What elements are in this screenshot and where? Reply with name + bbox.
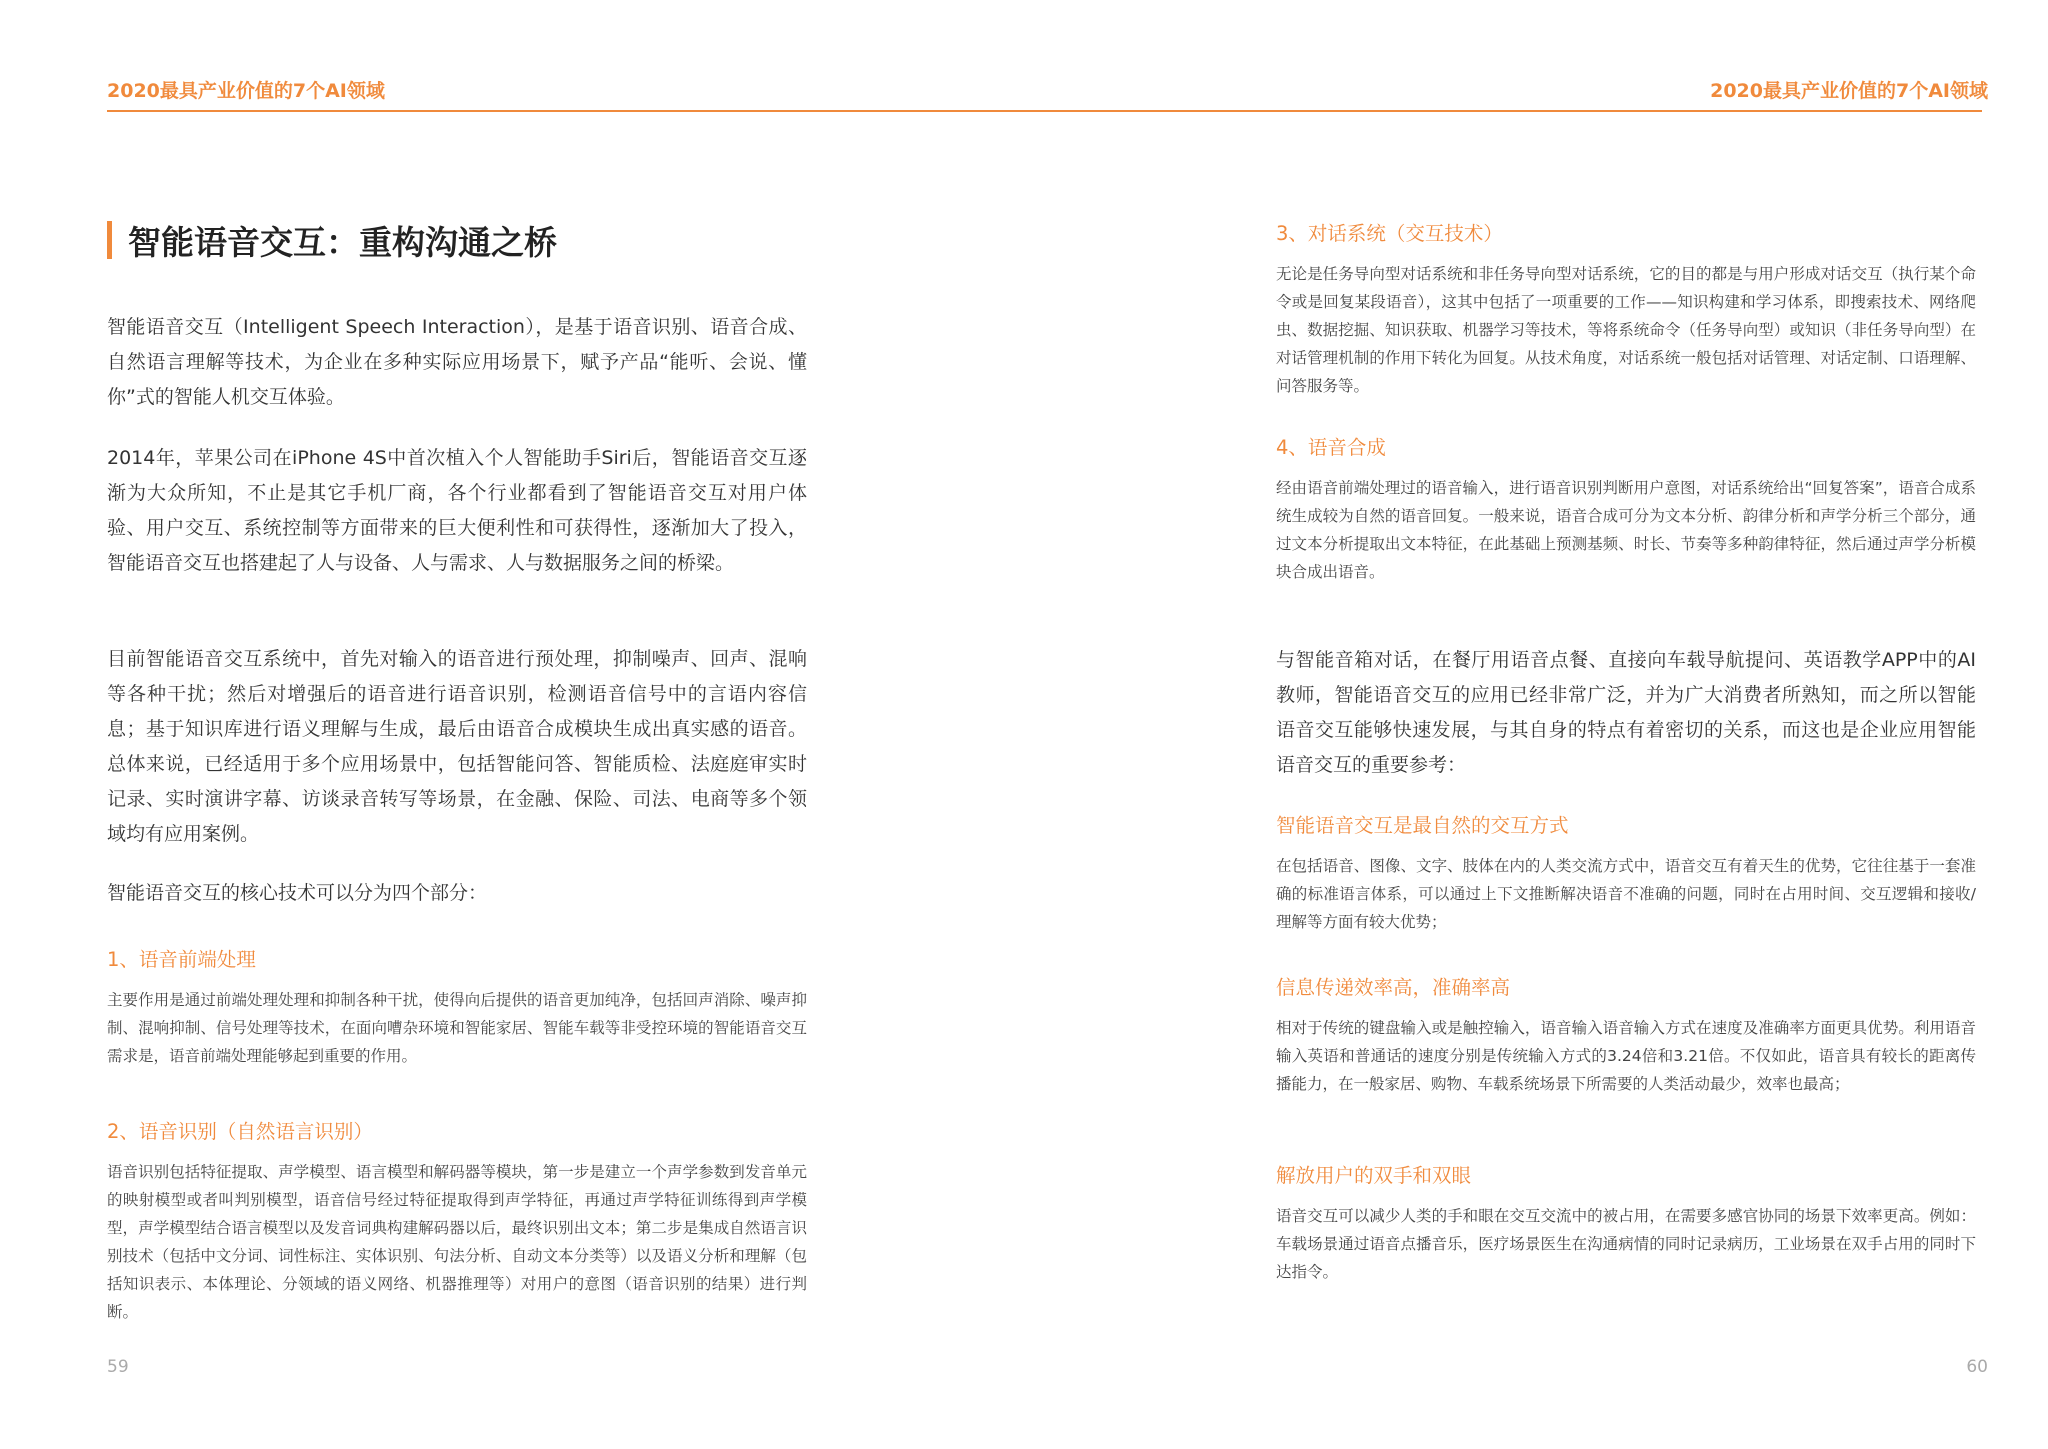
section-body: 经由语音前端处理过的语音输入，进行语音识别判断用户意图，对话系统给出“回复答案”，语音合成系统生成较为自然的语音回复。一般来说，语音合成可分为文本分析、韵律分析和声学分析三个部分，通过文本分析提取出文本特征，在此基础上预测基频、时长、节奏等多种韵律特征，然后通过声学分析模块合成出语音。 [1276, 479, 1976, 581]
paragraph-system [107, 642, 807, 852]
running-header-left: 2020最具产业价值的7个AI领域 [107, 80, 385, 102]
right-page [1024, 0, 2048, 1449]
section-body: 语音交互可以减少人类的手和眼在交互交流中的被占用，在需要多感官协同的场景下效率更高。例如：车载场景通过语音点播音乐，医疗场景医生在沟通病情的同时记录病历，工业场景在双手占用的同时下达指令。 [1276, 1207, 1976, 1281]
sub-heading: 智能语音交互是最自然的交互方式 [1276, 814, 1569, 837]
paragraph: 目前智能语音交互系统中，首先对输入的语音进行预处理，抑制噪声、回声、混响等各种干扰；然后对增强后的语音进行语音识别，检测语音信号中的言语内容信息；基于知识库进行语义理解与生成，最后由语音合成模块生成出真实感的语音。总体来说，已经适用于多个应用场景中，包括智能问答、智能质检、法庭庭审实时记录、实时演讲字幕、访谈录音转写等场景，在金融、保险、司法、电商等多个领域均有应用案例。 [107, 648, 807, 845]
section-speech-synthesis [1276, 432, 1976, 586]
section-efficiency [1276, 972, 1976, 1098]
sub-heading: 信息传递效率高，准确率高 [1276, 976, 1511, 999]
sub-heading: 1、语音前端处理 [107, 948, 256, 971]
sub-heading: 4、语音合成 [1276, 436, 1386, 459]
paragraph: 智能语音交互（Intelligent Speech Interaction），是基于语音识别、语音合成、自然语言理解等技术，为企业在多种实际应用场景下，赋予产品“能听、会说、懂你”式的智能人机交互体验。 [107, 316, 807, 408]
page-title: 智能语音交互：重构沟通之桥 [128, 222, 557, 262]
page-number-right: 60 [1966, 1357, 1988, 1377]
paragraph-intro [107, 310, 807, 415]
section-title [107, 218, 557, 262]
paragraph: 2014年，苹果公司在iPhone 4S中首次植入个人智能助手Siri后，智能语音交互逐渐为大众所知，不止是其它手机厂商，各个行业都看到了智能语音交互对用户体验、用户交互、系统控制等方面带来的巨大便利性和可获得性，逐渐加大了投入，智能语音交互也搭建起了人与设备、人与需求、人与数据服务之间的桥梁。 [107, 447, 807, 574]
paragraph: 智能语音交互的核心技术可以分为四个部分： [107, 882, 488, 904]
section-front-end [107, 944, 807, 1070]
paragraph: 与智能音箱对话，在餐厅用语音点餐、直接向车载导航提问、英语教学APP中的AI教师，智能语音交互的应用已经非常广泛，并为广大消费者所熟知，而之所以智能语音交互能够快速发展，与其自身的特点有着密切的关系，而这也是企业应用智能语音交互的重要参考： [1276, 649, 1976, 776]
section-hands-free [1276, 1160, 1976, 1286]
section-body: 主要作用是通过前端处理处理和抑制各种干扰，使得向后提供的语音更加纯净，包括回声消除、噪声抑制、混响抑制、信号处理等技术，在面向嘈杂环境和智能家居、智能车载等非受控环境的智能语音交互需求是，语音前端处理能够起到重要的作用。 [107, 991, 807, 1065]
section-natural-interaction [1276, 810, 1976, 936]
section-body: 无论是任务导向型对话系统和非任务导向型对话系统，它的目的都是与用户形成对话交互（执行某个命令或是回复某段语音），这其中包括了一项重要的工作——知识构建和学习体系，即搜索技术、网络爬虫、数据挖掘、知识获取、机器学习等技术，等将系统命令（任务导向型）或知识（非任务导向型）在对话管理机制的作用下转化为回复。从技术角度，对话系统一般包括对话管理、对话定制、口语理解、问答服务等。 [1276, 265, 1976, 395]
page-number-left: 59 [107, 1357, 129, 1377]
sub-heading: 3、对话系统（交互技术） [1276, 222, 1503, 245]
section-dialog-system [1276, 218, 1976, 400]
section-speech-recognition [107, 1116, 807, 1326]
sub-heading: 2、语音识别（自然语言识别） [107, 1120, 373, 1143]
paragraph-history [107, 441, 807, 581]
section-body: 相对于传统的键盘输入或是触控输入，语音输入语音输入方式在速度及准确率方面更具优势。利用语音输入英语和普通话的速度分别是传统输入方式的3.24倍和3.21倍。不仅如此，语音具有较长的距离传播能力，在一般家居、购物、车载系统场景下所需要的人类活动最少，效率也最高； [1276, 1019, 1976, 1093]
section-body: 在包括语音、图像、文字、肢体在内的人类交流方式中，语音交互有着天生的优势，它往往基于一套准确的标准语言体系，可以通过上下文推断解决语音不准确的问题，同时在占用时间、交互逻辑和接收/理解等方面有较大优势； [1276, 857, 1976, 931]
section-body: 语音识别包括特征提取、声学模型、语言模型和解码器等模块，第一步是建立一个声学参数到发音单元的映射模型或者叫判别模型，语音信号经过特征提取得到声学特征，再通过声学特征训练得到声学模型，声学模型结合语言模型以及发音词典构建解码器以后，最终识别出文本；第二步是集成自然语言识别技术（包括中文分词、词性标注、实体识别、句法分析、自动文本分类等）以及语义分析和理解（包括知识表示、本体理论、分领域的语义网络、机器推理等）对用户的意图（语音识别的结果）进行判断。 [107, 1163, 807, 1321]
running-header-right: 2020最具产业价值的7个AI领域 [1710, 80, 1988, 102]
sub-heading: 解放用户的双手和双眼 [1276, 1164, 1472, 1187]
paragraph-core-tech [107, 876, 807, 911]
paragraph-applications [1276, 643, 1976, 783]
title-accent-bar [107, 221, 112, 259]
